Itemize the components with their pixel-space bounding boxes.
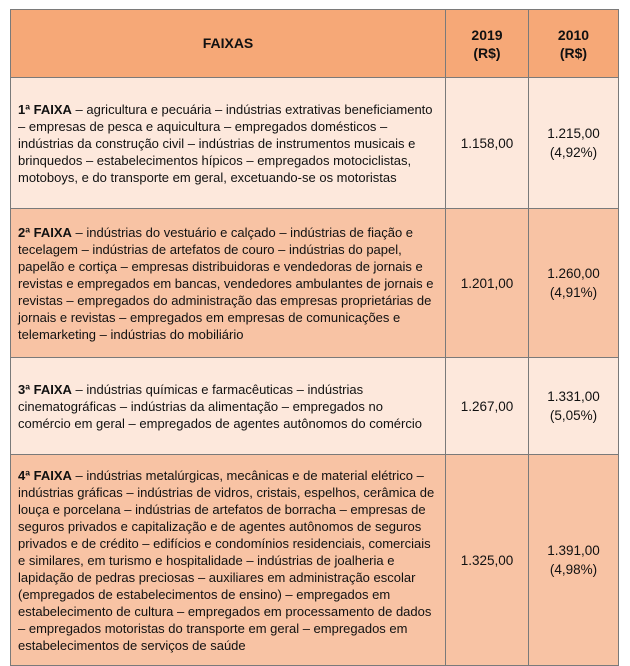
table-row — [11, 358, 619, 455]
row-value-2010 — [529, 455, 619, 666]
row-label: 3ª FAIXA — [18, 381, 72, 397]
table-header-row — [11, 10, 619, 78]
value-2010-text: 1.215,00 — [547, 126, 600, 141]
pct-text: (4,92%) — [549, 145, 598, 160]
header-2010 — [529, 10, 619, 78]
row-value-2019 — [446, 455, 529, 666]
row-value-2010 — [529, 358, 619, 455]
pct-text: (4,91%) — [549, 285, 598, 300]
pct-text: (4,98%) — [549, 562, 598, 577]
row-value-2019 — [446, 358, 529, 455]
header-2010-currency: (R$) — [559, 44, 588, 61]
value-2019-text: 1.201,00 — [460, 275, 514, 291]
row-text: – indústrias metalúrgicas, mecânicas e de material elétrico – indústrias gráficas – indústrias de vidros, cristais, espelhos, cerâmica de louça e porcelana – indústrias de artefatos de borracha – empresas de seguros privados e capitalização e de agentes autônomos de seguros privados e de crédito – edifícios e condomínios residenciais, comerciais e similares, em turismo e hospitalidade – indústrias de joalheria e lapidação de pedras preciosas – auxiliares em administração escolar (empregados de estabelecimentos de ensino) – empregados em estabelecimento de cultura – empregados em processamento de dados – empregados motoristas do transporte em geral – empregados em estabelecimentos de serviços de saúde — [18, 467, 435, 653]
salary-table-container — [10, 9, 619, 666]
row-label: 4ª FAIXA — [18, 467, 72, 483]
row-description — [11, 209, 446, 358]
row-text: – indústrias do vestuário e calçado – indústrias de fiação e tecelagem – indústrias de artefatos de couro – indústrias do papel, papelão e cortiça – empresas distribuidoras e vendedoras de jornais e revistas e empregados em bancas, vendedores ambulantes de jornais e revistas – empregados do administração das empresas proprietárias de jornais e revistas – empregados em empresas de comunicações e telemarketing – indústrias do mobiliário — [18, 224, 434, 342]
table-row — [11, 78, 619, 209]
table-row — [11, 209, 619, 358]
value-2019-text: 1.325,00 — [460, 552, 514, 568]
row-description — [11, 455, 446, 666]
pct-text: (5,05%) — [549, 408, 598, 423]
row-value-2010 — [529, 209, 619, 358]
row-description — [11, 78, 446, 209]
row-text: – agricultura e pecuária – indústrias extrativas beneficiamento – empresas de pesca e aquicultura – empregados domésticos – indústrias da construção civil – indústrias de instrumentos musicais e brinquedos – estabelecimentos hípicos – empregados motociclistas, motoboys, e do transporte em geral, excetuando-se os motoristas — [18, 101, 433, 185]
row-value-2010 — [529, 78, 619, 209]
header-faixas: FAIXAS — [11, 10, 446, 78]
header-2019 — [446, 10, 529, 78]
row-value-2019 — [446, 78, 529, 209]
header-2010-year: 2010 — [557, 26, 590, 43]
salary-table — [10, 9, 619, 666]
row-description — [11, 358, 446, 455]
header-2019-year: 2019 — [471, 26, 503, 43]
row-label: 2ª FAIXA — [18, 224, 72, 240]
value-2010-text: 1.260,00 — [547, 266, 600, 281]
value-2019-text: 1.267,00 — [460, 398, 514, 414]
header-2019-currency: (R$) — [473, 44, 501, 61]
row-text: – indústrias químicas e farmacêuticas – indústrias cinematográficas – indústrias da alimentação – empregados no comércio em geral – empregados de agentes autônomos do comércio — [18, 381, 422, 431]
value-2010-text: 1.331,00 — [547, 389, 600, 404]
row-value-2019 — [446, 209, 529, 358]
table-row — [11, 455, 619, 666]
value-2010-text: 1.391,00 — [547, 543, 600, 558]
value-2019-text: 1.158,00 — [460, 135, 514, 151]
row-label: 1ª FAIXA — [18, 101, 72, 117]
